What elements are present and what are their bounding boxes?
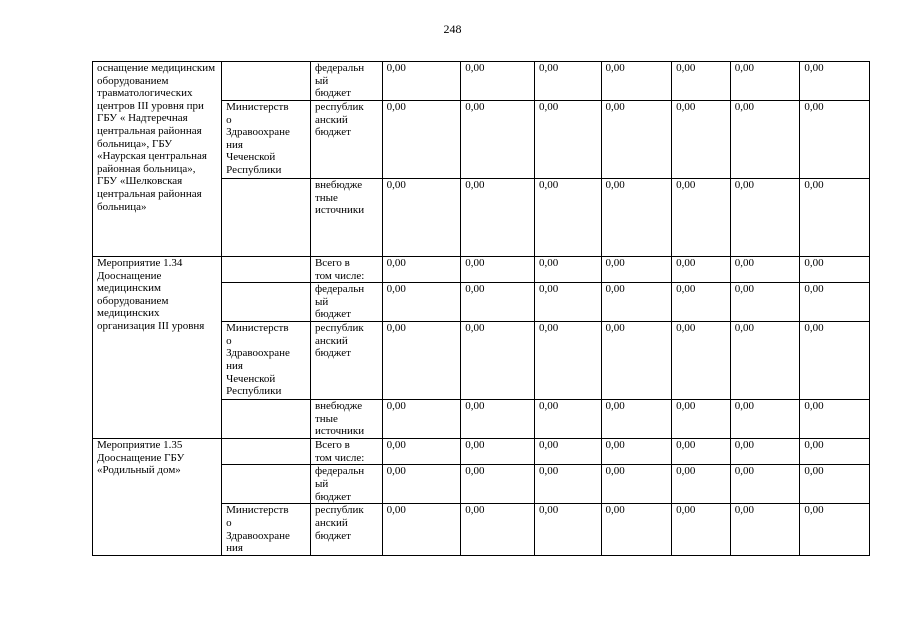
value-cell: 0,00 (461, 179, 535, 257)
activity-cell: Мероприятие 1.35 Дооснащение ГБУ «Родильный дом» (93, 439, 222, 556)
value-cell: 0,00 (461, 257, 535, 283)
executor-cell (222, 62, 311, 101)
value-cell: 0,00 (534, 257, 601, 283)
funding-source-cell: федеральн ый бюджет (310, 283, 382, 322)
value-cell: 0,00 (382, 257, 461, 283)
funding-source-cell: республик анский бюджет (310, 101, 382, 179)
value-cell: 0,00 (601, 179, 672, 257)
value-cell: 0,00 (672, 465, 731, 504)
value-cell: 0,00 (800, 179, 870, 257)
value-cell: 0,00 (601, 322, 672, 400)
activity-cell: Мероприятие 1.34 Дооснащение медицинским оборудованием медицинских организация III уровня (93, 257, 222, 439)
value-cell: 0,00 (672, 400, 731, 439)
value-cell: 0,00 (730, 179, 800, 257)
executor-cell: Министерств о Здравоохране ния Чеченской Республики (222, 101, 311, 179)
value-cell: 0,00 (800, 101, 870, 179)
executor-cell (222, 257, 311, 283)
table-body (93, 62, 870, 556)
value-cell: 0,00 (800, 504, 870, 556)
value-cell: 0,00 (382, 283, 461, 322)
budget-table (92, 61, 870, 556)
value-cell: 0,00 (601, 465, 672, 504)
value-cell: 0,00 (382, 62, 461, 101)
value-cell: 0,00 (461, 504, 535, 556)
value-cell: 0,00 (730, 322, 800, 400)
value-cell: 0,00 (382, 504, 461, 556)
value-cell: 0,00 (382, 400, 461, 439)
executor-cell (222, 439, 311, 465)
funding-source-cell: республик анский бюджет (310, 504, 382, 556)
executor-cell (222, 179, 311, 257)
value-cell: 0,00 (730, 101, 800, 179)
executor-cell: Министерств о Здравоохране ния (222, 504, 311, 556)
value-cell: 0,00 (461, 465, 535, 504)
value-cell: 0,00 (601, 101, 672, 179)
value-cell: 0,00 (730, 504, 800, 556)
table-row (93, 439, 870, 465)
value-cell: 0,00 (382, 179, 461, 257)
value-cell: 0,00 (800, 465, 870, 504)
funding-source-cell: федеральн ый бюджет (310, 465, 382, 504)
value-cell: 0,00 (730, 257, 800, 283)
value-cell: 0,00 (800, 257, 870, 283)
value-cell: 0,00 (534, 179, 601, 257)
value-cell: 0,00 (534, 283, 601, 322)
value-cell: 0,00 (534, 504, 601, 556)
value-cell: 0,00 (461, 322, 535, 400)
funding-source-cell: внебюдже тные источники (310, 179, 382, 257)
value-cell: 0,00 (601, 400, 672, 439)
value-cell: 0,00 (672, 179, 731, 257)
value-cell: 0,00 (800, 283, 870, 322)
executor-cell (222, 283, 311, 322)
value-cell: 0,00 (730, 62, 800, 101)
executor-cell (222, 400, 311, 439)
value-cell: 0,00 (672, 257, 731, 283)
table-row (93, 62, 870, 101)
value-cell: 0,00 (672, 504, 731, 556)
executor-cell (222, 465, 311, 504)
value-cell: 0,00 (461, 439, 535, 465)
value-cell: 0,00 (800, 322, 870, 400)
value-cell: 0,00 (800, 400, 870, 439)
funding-source-cell: республик анский бюджет (310, 322, 382, 400)
value-cell: 0,00 (730, 465, 800, 504)
value-cell: 0,00 (672, 101, 731, 179)
value-cell: 0,00 (730, 283, 800, 322)
value-cell: 0,00 (461, 101, 535, 179)
value-cell: 0,00 (534, 465, 601, 504)
activity-cell: оснащение медицинским оборудованием травматологических центров III уровня при ГБУ « Надтеречная центральная районная больница», ГБУ «Наурская центральная районная больница», ГБУ «Шелковская центральная районная больница» (93, 62, 222, 257)
value-cell: 0,00 (800, 439, 870, 465)
value-cell: 0,00 (601, 257, 672, 283)
value-cell: 0,00 (672, 322, 731, 400)
value-cell: 0,00 (672, 62, 731, 101)
value-cell: 0,00 (601, 504, 672, 556)
value-cell: 0,00 (534, 101, 601, 179)
value-cell: 0,00 (534, 400, 601, 439)
value-cell: 0,00 (672, 283, 731, 322)
value-cell: 0,00 (534, 62, 601, 101)
funding-source-cell: Всего в том числе: (310, 439, 382, 465)
value-cell: 0,00 (461, 62, 535, 101)
value-cell: 0,00 (534, 439, 601, 465)
table-row (93, 257, 870, 283)
funding-source-cell: внебюдже тные источники (310, 400, 382, 439)
value-cell: 0,00 (534, 322, 601, 400)
value-cell: 0,00 (382, 322, 461, 400)
value-cell: 0,00 (382, 439, 461, 465)
value-cell: 0,00 (461, 283, 535, 322)
value-cell: 0,00 (382, 101, 461, 179)
value-cell: 0,00 (382, 465, 461, 504)
value-cell: 0,00 (730, 439, 800, 465)
funding-source-cell: федеральн ый бюджет (310, 62, 382, 101)
value-cell: 0,00 (730, 400, 800, 439)
funding-source-cell: Всего в том числе: (310, 257, 382, 283)
value-cell: 0,00 (601, 283, 672, 322)
executor-cell: Министерств о Здравоохране ния Чеченской Республики (222, 322, 311, 400)
value-cell: 0,00 (672, 439, 731, 465)
value-cell: 0,00 (800, 62, 870, 101)
value-cell: 0,00 (601, 439, 672, 465)
value-cell: 0,00 (461, 400, 535, 439)
value-cell: 0,00 (601, 62, 672, 101)
page-number: 248 (443, 22, 462, 36)
